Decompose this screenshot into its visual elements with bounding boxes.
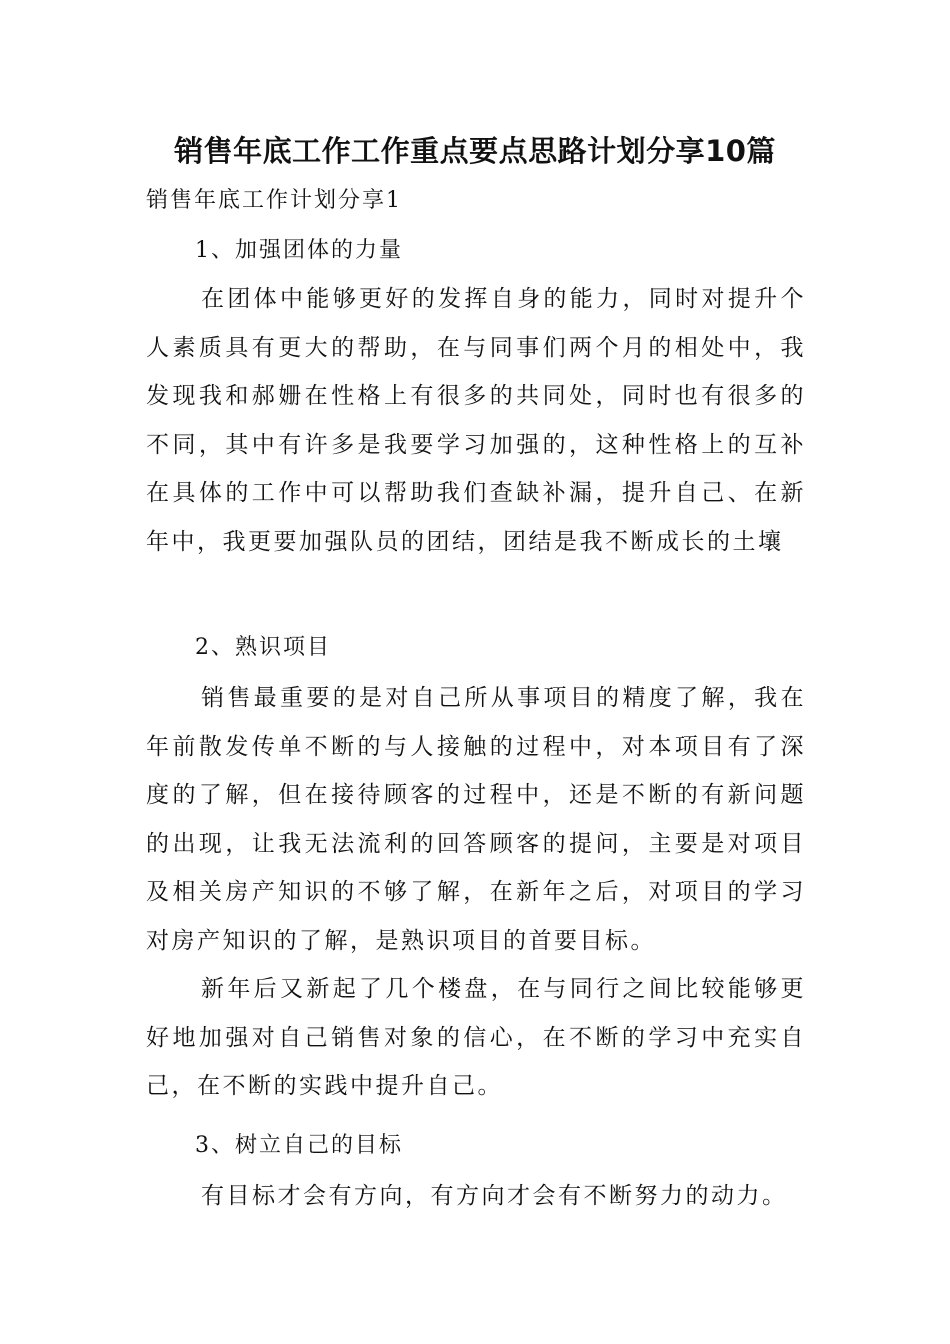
- document-title: 销售年底工作工作重点要点思路计划分享10篇: [174, 134, 776, 168]
- section-heading: 2、熟识项目: [195, 635, 331, 660]
- paragraph: 销售最重要的是对自己所从事项目的精度了解，我在年前散发传单不断的与人接触的过程中，对本项目有了深度的了解，但在接待顾客的过程中，还是不断的有新问题的出现，让我无法流利的回答顾客的提问，主要是对项目及相关房产知识的不够了解，在新年之后，对项目的学习对房产知识的了解，是熟识项目的首要目标。: [146, 685, 806, 954]
- section-heading: 3、树立自己的目标: [195, 1133, 403, 1158]
- paragraph: 新年后又新起了几个楼盘，在与同行之间比较能够更好地加强对自己销售对象的信心，在不断的学习中充实自己，在不断的实践中提升自己。: [146, 976, 806, 1099]
- document-subtitle: 销售年底工作计划分享1: [146, 188, 402, 213]
- paragraph: 在团体中能够更好的发挥自身的能力，同时对提升个人素质具有更大的帮助，在与同事们两个月的相处中，我发现我和郝姗在性格上有很多的共同处，同时也有很多的不同，其中有许多是我要学习加强的，这种性格上的互补在具体的工作中可以帮助我们查缺补漏，提升自己、在新年中，我更要加强队员的团结，团结是我不断成长的土壤: [146, 286, 806, 555]
- section-heading: 1、加强团体的力量: [195, 238, 403, 263]
- paragraph: 有目标才会有方向，有方向才会有不断努力的动力。: [201, 1183, 788, 1209]
